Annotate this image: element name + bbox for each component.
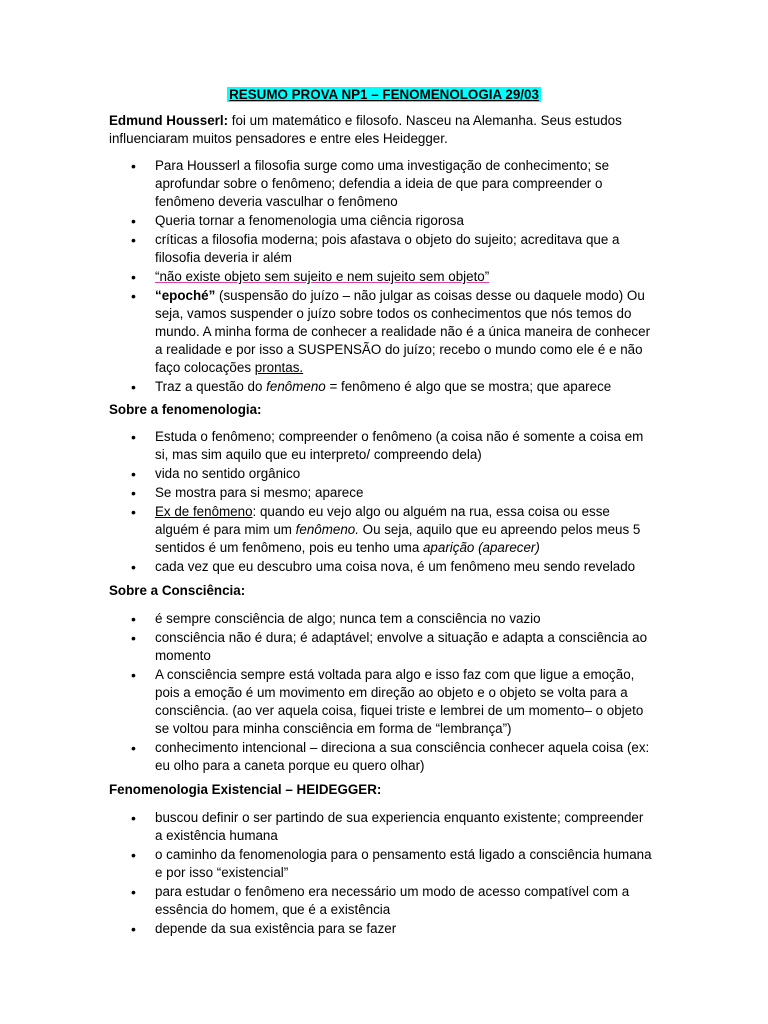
- list-item: [109, 287, 654, 377]
- fenomenologia-list: [109, 428, 654, 577]
- item-text: Traz a questão do: [155, 379, 267, 394]
- title-line: [0, 86, 768, 104]
- item-text: = fenômeno é algo que se mostra; que aparece: [325, 379, 612, 394]
- intro-text: foi um matemático e filosofo. Nasceu na Alemanha. Seus estudos influenciaram muitos pensadores e entre eles Heidegger.: [109, 113, 622, 146]
- list-item: • conhecimento intencional – direciona a sua consciência conhecer aquela coisa (ex: eu olho para a caneta porque eu quero olhar): [109, 739, 654, 775]
- list-item: • Estuda o fenômeno; compreender o fenômeno (a coisa não é somente a coisa em si, mas sim aquilo que eu interpreto/ compreendo dela): [109, 428, 654, 464]
- consciencia-list: [109, 610, 654, 776]
- document-title: RESUMO PROVA NP1 – FENOMENOLOGIA 29/03: [229, 87, 539, 102]
- intro-name: Edmund Housserl:: [109, 113, 229, 128]
- heading-fenomenologia: Sobre a fenomenologia:: [109, 402, 262, 417]
- list-item: • buscou definir o ser partindo de sua experiencia enquanto existente; compreender a existência humana: [109, 809, 654, 845]
- list-item: • consciência não é dura; é adaptável; envolve a situação e adapta a consciência ao momento: [109, 629, 654, 665]
- epoche-text: (suspensão do juízo – não julgar as coisas desse ou daquele modo) Ou seja, vamos suspender o juízo sobre todos os conhecimentos que nós temos do mundo. A minha forma de conhecer a realidade não é a única maneira de conhecer a realidade e por isso a SUSPENSÃO do juízo; recebo o mundo como ele é e não faço colocações: [155, 288, 651, 375]
- list-item: • para estudar o fenômeno era necessário um modo de acesso compatível com a essência do homem, que é a existência: [109, 883, 654, 919]
- list-item: • Para Housserl a filosofia surge como uma investigação de conhecimento; se aprofundar sobre o fenômeno; defendia a ideia de que para compreender o fenômeno deveria vasculhar o fenômeno: [109, 157, 654, 211]
- list-item: [109, 378, 654, 396]
- item-italic: fenômeno: [266, 379, 326, 394]
- item-text: Ou seja, aquilo que eu apreendo pelos meus 5 sentidos é um fenômeno, pois eu tenho uma: [155, 522, 641, 555]
- list-item: • é sempre consciência de algo; nunca tem a consciência no vazio: [109, 610, 654, 628]
- husserl-list: [109, 157, 654, 397]
- heidegger-list: [109, 809, 654, 939]
- item-text: : quando eu vejo algo ou alguém na rua, essa coisa ou esse alguém é para mim um: [155, 504, 610, 537]
- item-underlined: Ex de fenômeno: [155, 504, 253, 519]
- list-item: [109, 503, 654, 557]
- list-item: • Queria tornar a fenomenologia uma ciência rigorosa: [109, 212, 654, 230]
- list-item: [109, 268, 654, 286]
- list-item: • o caminho da fenomenologia para o pensamento está ligado a consciência humana e por isso “existencial”: [109, 846, 654, 882]
- item-italic: fenômeno.: [295, 522, 359, 537]
- list-item: • depende da sua existência para se fazer: [109, 920, 654, 938]
- list-item: • vida no sentido orgânico: [109, 465, 654, 483]
- list-item: • A consciência sempre está voltada para algo e isso faz com que ligue a emoção, pois a emoção é um movimento em direção ao objeto e o objeto se volta para a consciência. (ao ver aquela coisa, fiquei triste e lembrei de um momento– o objeto se voltou para minha consciência em forma de “lembrança”): [109, 666, 654, 738]
- intro-paragraph: [109, 112, 669, 148]
- list-item: • Se mostra para si mesmo; aparece: [109, 484, 654, 502]
- list-item: • cada vez que eu descubro uma coisa nova, é um fenômeno meu sendo revelado: [109, 558, 654, 576]
- heading-consciencia: Sobre a Consciência:: [109, 583, 246, 598]
- list-item: • críticas a filosofia moderna; pois afastava o objeto do sujeito; acreditava que a filosofia deveria ir além: [109, 231, 654, 267]
- heading-heidegger: Fenomenologia Existencial – HEIDEGGER:: [109, 782, 382, 797]
- item-italic: aparição (aparecer): [422, 540, 540, 555]
- epoche-term: “epoché”: [155, 288, 216, 303]
- epoche-underlined: prontas.: [254, 360, 304, 375]
- quote-text: “não existe objeto sem sujeito e nem sujeito sem objeto”: [155, 269, 490, 284]
